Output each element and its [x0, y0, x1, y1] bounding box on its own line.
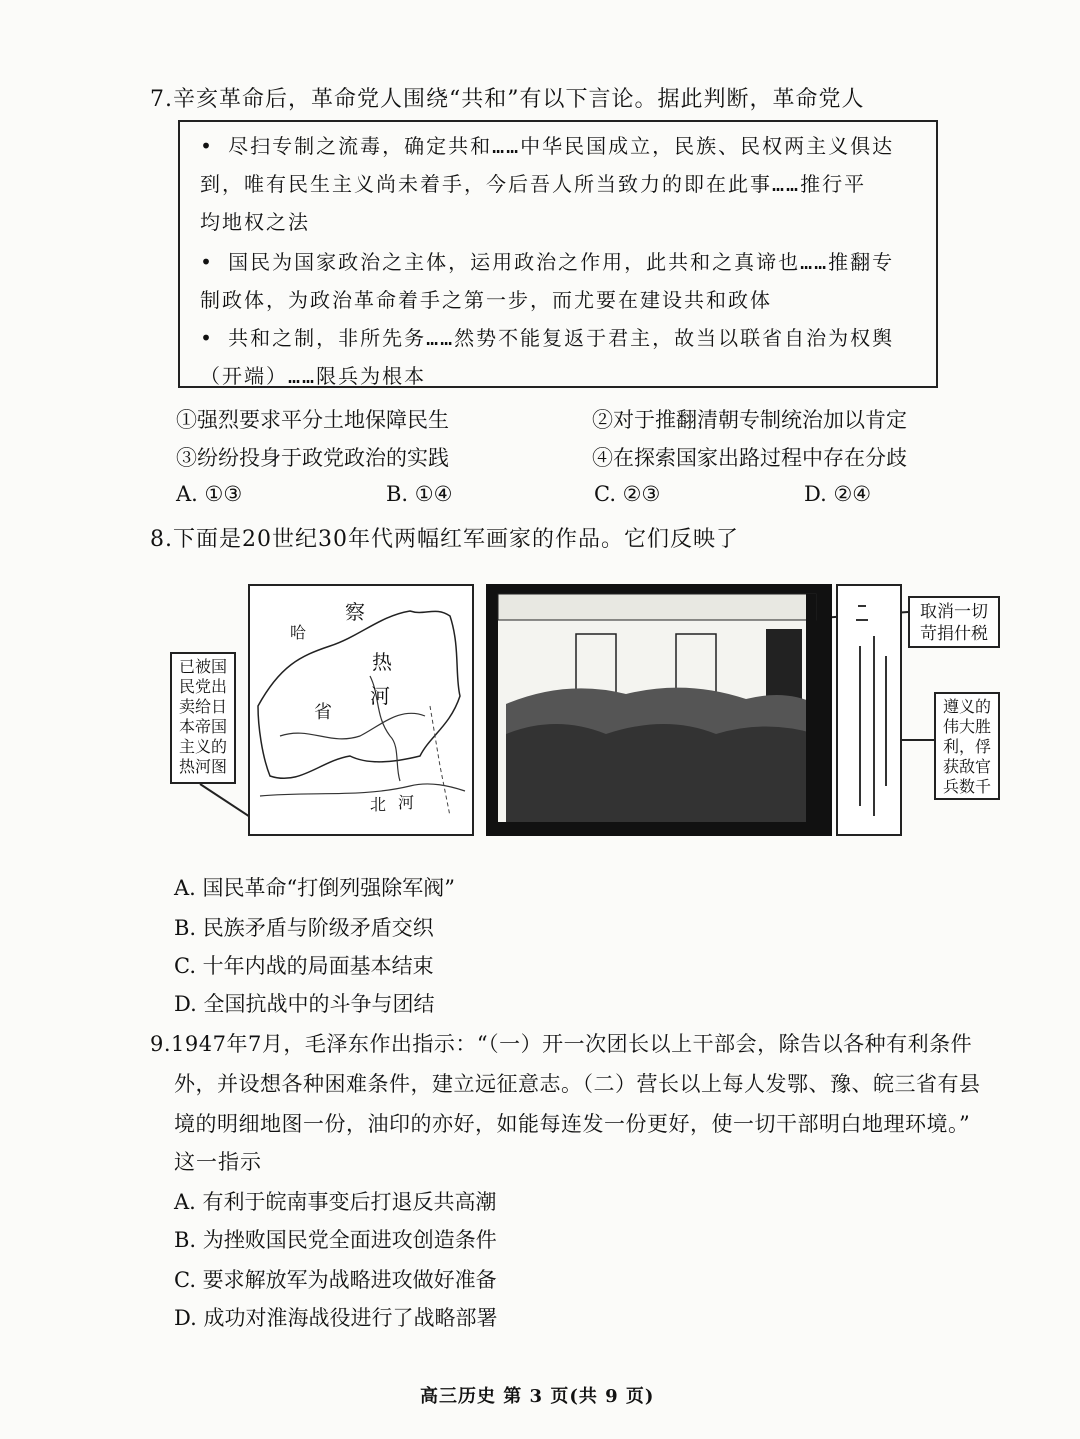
q7-option-a[interactable]: A. ①③ — [176, 482, 243, 506]
callout-rehe-line: 主义的 — [178, 737, 227, 756]
q9-option-c[interactable]: C. 要求解放军为战略进攻做好准备 — [174, 1268, 497, 1292]
q7-statement-4: ④在探索国家出路过程中存在分歧 — [592, 446, 907, 470]
q7-quote-line: 到，唯有民生主义尚未着手，今后吾人所当致力的即在此事……推行平 — [200, 172, 867, 196]
q7-quote-line: • 国民为国家政治之主体，运用政治之作用，此共和之真谛也……推翻专 — [200, 250, 895, 274]
map-label-sheng: 省 — [314, 702, 332, 723]
callout-zunyi-victory — [934, 692, 1000, 800]
q9-option-b[interactable]: B. 为挫败国民党全面进攻创造条件 — [174, 1228, 497, 1252]
q7-quote-line: • 共和之制，非所先务……然势不能复返于君主，故当以联省自治为权舆 — [200, 326, 895, 350]
q8-option-a[interactable]: A. 国民革命“打倒列强除军阀” — [174, 876, 455, 900]
callout-rehe-line: 卖给日 — [178, 697, 227, 716]
callout-zunyi-line: 获敌官 — [942, 757, 991, 776]
callout-rehe-line: 民党出 — [178, 677, 227, 696]
callout-tax-line: 取消一切 — [920, 602, 988, 622]
callout-rehe-line: 已被国 — [178, 657, 227, 676]
q9-option-d[interactable]: D. 成功对淮海战役进行了战略部署 — [174, 1306, 498, 1330]
map-label-bei: 北 — [370, 795, 387, 814]
q7-quote-line: 均地权之法 — [200, 210, 310, 234]
map-label-he2: 河 — [398, 793, 415, 812]
q9-stem-line: 这一指示 — [174, 1150, 262, 1174]
q8-option-d[interactable]: D. 全国抗战中的斗争与团结 — [174, 992, 435, 1016]
q9-stem-line: 境的明细地图一份，油印的亦好，如能每连发一份更好，使一切干部明白地理环境。” — [174, 1112, 971, 1136]
map-label-ha: 哈 — [290, 623, 307, 642]
q7-option-c[interactable]: C. ②③ — [594, 482, 661, 506]
callout-tax-abolition — [908, 596, 1000, 648]
zunyi-crowd-picture — [486, 584, 832, 836]
q7-quote-line: • 尽扫专制之流毒，确定共和……中华民国成立，民族、民权两主义俱达 — [200, 134, 895, 158]
q8-option-c[interactable]: C. 十年内战的局面基本结束 — [174, 954, 434, 978]
rehe-map-figure — [248, 584, 474, 836]
strip-decoration — [838, 586, 900, 834]
callout-rehe-line: 热河图 — [178, 757, 227, 776]
crowd-drawing — [486, 584, 832, 836]
q7-statement-3: ③纷纷投身于政党政治的实践 — [176, 446, 449, 470]
map-label-cha: 察 — [345, 600, 365, 624]
callout-zunyi-line: 遵义的 — [942, 697, 991, 716]
q7-statement-2: ②对于推翻清朝专制统治加以肯定 — [592, 408, 907, 432]
callout-rehe-line: 本帝国 — [178, 717, 227, 736]
page-footer: 高三历史 第 3 页(共 9 页) — [420, 1386, 655, 1407]
q8-option-b[interactable]: B. 民族矛盾与阶级矛盾交织 — [174, 916, 434, 940]
callout-zunyi-line: 兵数千 — [942, 777, 991, 796]
zunyi-side-strip — [836, 584, 902, 836]
q9-stem-line: 9.1947年7月，毛泽东作出指示：“（一）开一次团长以上干部会，除告以各种有利条件 — [150, 1032, 973, 1056]
q7-option-b[interactable]: B. ①④ — [386, 482, 453, 506]
q7-stem: 7.辛亥革命后，革命党人围绕“共和”有以下言论。据此判断，革命党人 — [150, 87, 865, 112]
map-label-re: 热 — [372, 650, 392, 674]
callout-zunyi-line: 伟大胜 — [942, 717, 991, 736]
map-label-he: 河 — [370, 684, 390, 708]
q9-stem-line: 外，并设想各种困难条件，建立远征意志。（二）营长以上每人发鄂、豫、皖三省有县 — [174, 1072, 981, 1096]
q8-stem: 8.下面是20世纪30年代两幅红军画家的作品。它们反映了 — [150, 527, 739, 552]
q7-option-d[interactable]: D. ②④ — [804, 482, 872, 506]
q9-option-a[interactable]: A. 有利于皖南事变后打退反共高潮 — [174, 1190, 497, 1214]
q7-quote-line: 制政体，为政治革命着手之第一步，而尤要在建设共和政体 — [200, 288, 772, 312]
callout-tax-line: 苛捐什税 — [920, 624, 988, 644]
q7-quote-line: （开端）……限兵为根本 — [200, 364, 427, 388]
q7-statement-1: ①强烈要求平分土地保障民生 — [176, 408, 449, 432]
q7-quote-box — [178, 120, 938, 388]
callout-zunyi-line: 利，俘 — [942, 737, 991, 756]
